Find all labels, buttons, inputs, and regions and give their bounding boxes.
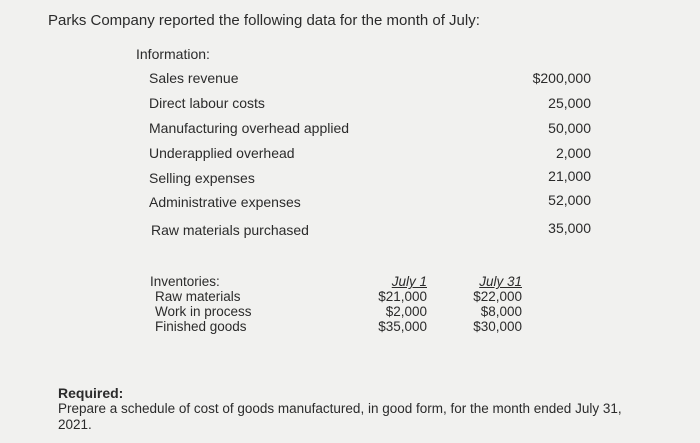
info-value-administrative-expenses: 52,000 xyxy=(548,192,591,208)
info-label-selling-expenses: Selling expenses xyxy=(149,170,255,186)
inventory-july1-raw-materials: $21,000 xyxy=(378,289,427,304)
info-value-overhead-applied: 50,000 xyxy=(548,120,591,136)
info-label-sales-revenue: Sales revenue xyxy=(149,70,239,86)
inventory-header-july31: July 31 xyxy=(479,274,522,289)
inventory-label-finished-goods: Finished goods xyxy=(155,319,247,334)
inventory-july1-work-in-process: $2,000 xyxy=(385,304,427,319)
inventories-title: Inventories: xyxy=(150,274,220,289)
info-value-raw-materials-purchased: 35,000 xyxy=(548,220,591,236)
info-label-administrative-expenses: Administrative expenses xyxy=(149,194,301,210)
inventory-label-work-in-process: Work in process xyxy=(155,304,252,319)
info-label-underapplied-overhead: Underapplied overhead xyxy=(149,145,295,161)
inventory-july1-finished-goods: $35,000 xyxy=(378,319,427,334)
required-text: Prepare a schedule of cost of goods manufactured, in good form, for the month ended July 31, 2021. xyxy=(58,401,622,432)
inventory-july31-finished-goods: $30,000 xyxy=(473,319,522,334)
info-value-selling-expenses: 21,000 xyxy=(548,168,591,184)
information-title: Information: xyxy=(136,46,210,62)
info-value-sales-revenue: $200,000 xyxy=(532,70,591,86)
inventory-header-july1: July 1 xyxy=(391,274,427,289)
info-label-direct-labour: Direct labour costs xyxy=(149,95,265,111)
info-label-raw-materials-purchased: Raw materials purchased xyxy=(151,222,309,238)
intro-text: Parks Company reported the following data for the month of July: xyxy=(48,12,480,29)
inventory-july31-work-in-process: $8,000 xyxy=(480,304,522,319)
required-title: Required: xyxy=(58,385,124,401)
inventory-july31-raw-materials: $22,000 xyxy=(473,289,522,304)
info-value-direct-labour: 25,000 xyxy=(548,95,591,111)
inventory-label-raw-materials: Raw materials xyxy=(155,289,241,304)
info-value-underapplied-overhead: 2,000 xyxy=(555,145,591,161)
info-label-overhead-applied: Manufacturing overhead applied xyxy=(149,120,350,136)
